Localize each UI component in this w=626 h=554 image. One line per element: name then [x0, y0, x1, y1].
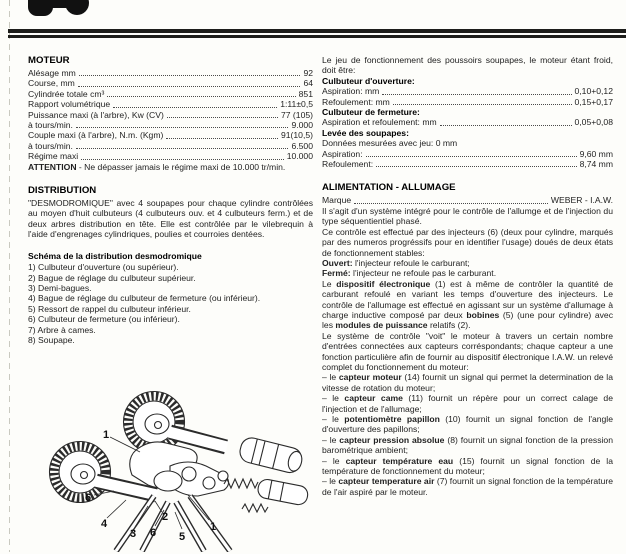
paragraph: [322, 206, 613, 227]
list-item: 4) Bague de réglage du culbuteur de fermeture (ou inférieur).: [28, 293, 261, 304]
spec-label: Couple maxi (à l'arbre), N.m. (Kgm): [28, 130, 164, 141]
leader-dots: [382, 94, 571, 95]
spec-row: [28, 120, 313, 130]
leader-dots: [78, 86, 301, 87]
logo-fragment-shape: [28, 0, 90, 18]
spec-value: 77 (105): [280, 109, 313, 120]
moteur-spec-list: [28, 68, 313, 162]
spec-label: Régime maxi: [28, 151, 79, 162]
bold-run: dispositif électronique: [336, 278, 431, 289]
text-run: – le: [322, 372, 339, 383]
spec-row: [28, 68, 313, 78]
list-item: 7) Arbre à cames.: [28, 324, 96, 335]
spec-value: 9,60 mm: [579, 148, 613, 159]
spec-row: [28, 110, 313, 120]
figure-callout-5: 5: [178, 531, 186, 543]
spec-value: 8,74 mm: [579, 159, 613, 170]
text-run: Données mesurées avec jeu: 0 mm: [322, 138, 458, 149]
spec-label: Marque: [322, 195, 352, 206]
spec-label: Cylindrée totale cm³: [28, 88, 105, 99]
leader-dots: [354, 203, 548, 204]
text-run: relatifs (2).: [427, 320, 471, 331]
scan-edge-line: [9, 0, 10, 552]
leader-dots: [107, 96, 295, 97]
spec-label: Rapport volumétrique: [28, 99, 111, 110]
paragraph: [322, 476, 613, 497]
spec-label: Refoulement:: [322, 159, 374, 170]
spec-value: 9.000: [291, 120, 313, 131]
bold-run: potentiomètre papillon: [344, 414, 440, 424]
text-run: (15) fournit un signal fonction de la température de fonctionnement du moteur;: [322, 455, 613, 477]
list-item: 2) Bague de réglage du culbuteur supérieur.: [28, 272, 196, 283]
attention-note: [28, 162, 313, 172]
text-run: (14) fournit un signal qui permet la determination de la vitesse de rotation du moteur;: [322, 372, 614, 393]
text-run: (8) fournit un signal fonction de la pression barométrique ambient;: [322, 434, 613, 456]
bold-run: capteur temperature air: [338, 476, 435, 487]
text-run: (10) fournit un signal fonction de l'angle d'ouverture des papillons;: [322, 414, 613, 435]
camshaft-end-upper-icon: [238, 436, 305, 475]
paragraph: [322, 456, 613, 477]
text-run: l'injecteur ne refoule pas le carburant.: [350, 268, 497, 279]
attention-text: - Ne dépasser jamais le régime maxi de 10.000 tr/min.: [76, 161, 286, 172]
text-run: (5) (une pour cylindre) avec les: [322, 309, 614, 331]
paragraph: [322, 138, 613, 148]
section-heading: ALIMENTATION - ALLUMAGE: [322, 182, 456, 194]
text-run: Il s'agit d'un système intégré pour le contrôle de l'allumge et de l'injection du type séquentientiel phasé.: [322, 205, 613, 227]
attention-label: ATTENTION: [28, 161, 77, 172]
paragraph: [322, 227, 613, 258]
leader-dots: [81, 159, 284, 160]
spec-row: [28, 130, 313, 140]
paragraph: [322, 393, 613, 414]
paragraph: [322, 279, 613, 331]
valve-spring-icon: [242, 504, 268, 512]
spec-row: [322, 195, 613, 205]
text-run: Ce contrôle est effectué par des injecteurs (6) (deux pour cylindre, marqués par des numeros progréssifs pour en identifier l'usage) doués de deux états de fonctionnement stables:: [322, 226, 613, 258]
spec-row: [28, 141, 313, 151]
spec-label: Course, mm: [28, 78, 75, 89]
bold-run: modules de puissance: [335, 320, 428, 331]
bold-run: bobines: [466, 309, 500, 320]
leader-dots: [440, 125, 572, 126]
leader-dots: [376, 166, 576, 167]
figure-callout-4: 4: [100, 518, 108, 530]
paragraph: [322, 331, 613, 373]
camshaft-end-lower-icon: [256, 478, 309, 506]
text-run: – le: [322, 393, 345, 404]
spec-value: 64: [303, 78, 313, 89]
spec-value: 6.500: [291, 140, 313, 151]
spec-label: à tours/min.: [28, 120, 73, 131]
leader-dots: [393, 104, 572, 105]
paragraph: [322, 258, 613, 268]
bold-run: Fermé:: [322, 268, 351, 279]
list-item: 5) Ressort de rappel du culbuteur inférieur.: [28, 303, 191, 314]
spec-row: [322, 149, 613, 159]
spec-label: à tours/min.: [28, 140, 73, 151]
paragraph: [322, 435, 613, 456]
paragraph: [322, 55, 613, 76]
spec-value: 0,05+0,08: [574, 117, 613, 128]
spec-label: Puissance maxi (à l'arbre), Kw (CV): [28, 109, 164, 120]
spec-row: [28, 151, 313, 161]
spec-row: [28, 99, 313, 109]
schema-heading: Schéma de la distribution desmodromique: [28, 250, 202, 261]
spec-label: Refoulement: mm: [322, 96, 390, 107]
spec-row: [322, 159, 613, 169]
text-run: – le: [322, 476, 339, 487]
text-run: (11) fournit un répère pour un correct calage de l'injection et de l'allumage;: [322, 393, 613, 414]
leader-dots: [366, 156, 577, 157]
text-run: (7) fournit un signal fonction de la température de l'air aspiré par le moteur.: [322, 476, 613, 497]
valve-train-drawing: [18, 388, 320, 552]
list-item: 1) Culbuteur d'ouverture (ou supérieur).: [28, 262, 179, 273]
bold-run: Ouvert:: [322, 257, 353, 268]
leader-dots: [79, 75, 301, 76]
section-heading-moteur: MOTEUR: [28, 55, 70, 66]
spec-row: [28, 78, 313, 88]
spec-label: Aspiration: mm: [322, 86, 380, 97]
left-column: [28, 55, 313, 345]
paragraph: [322, 414, 613, 435]
text-run: Le système de contrôle "voit" le moteur à travers un certain nombre d'entrées connectées aux capteurs corréspondants; chaque capteur a une fonction particulière afin de fournir au dispositif électronique I.A.W. un relevé complet du fonctionnement du moteur:: [322, 330, 613, 372]
spec-label: Alésage mm: [28, 68, 76, 78]
leader-dots: [113, 107, 277, 108]
text-run: Le jeu de fonctionnement des poussoirs soupapes, le moteur étant froid, doit être:: [322, 55, 613, 76]
text-run: – le: [322, 455, 346, 466]
leader-dots: [166, 138, 278, 139]
valve-spring-icon: [224, 479, 258, 488]
bold-run: capteur came: [344, 393, 403, 404]
spec-value: 91(10,5): [280, 130, 313, 141]
bold-run: capteur pression absolue: [339, 434, 445, 445]
bold-run: capteur moteur: [338, 372, 402, 383]
inline-heading: Culbuteur d'ouverture:: [322, 75, 415, 86]
spec-row: [322, 97, 613, 107]
text-run: – le: [322, 414, 345, 424]
spec-value: WEBER - I.A.W.: [550, 195, 613, 206]
page-header-logo-fragment: [28, 0, 90, 20]
list-item: 8) Soupape.: [28, 334, 75, 345]
figure-callout-6: 6: [84, 492, 92, 504]
spec-value: 851: [298, 88, 313, 99]
leader-dots: [167, 117, 278, 118]
figure-callout-6b: 6: [149, 527, 157, 539]
spec-value: 92: [303, 68, 313, 78]
spec-row: [322, 117, 613, 127]
spec-row: [322, 86, 613, 96]
figure-callout-1b: 1: [209, 521, 217, 533]
spec-label: Aspiration et refoulement: mm: [322, 117, 437, 128]
inline-heading: Levée des soupapes:: [322, 127, 409, 138]
spec-row: [28, 89, 313, 99]
leader-dots: [76, 148, 289, 149]
section-heading-distribution: DISTRIBUTION: [28, 185, 97, 197]
desmodromic-distribution-figure: [18, 388, 320, 554]
spec-value: 1:11±0,5: [280, 99, 313, 110]
right-column: [322, 55, 613, 497]
header-double-rule: [8, 29, 626, 38]
leader-dots: [76, 127, 289, 128]
text-run: – le: [322, 434, 340, 445]
spec-value: 0,10+0,12: [574, 86, 613, 97]
paragraph: [322, 268, 613, 278]
list-item: 3) Demi-bagues.: [28, 282, 92, 293]
text-run: Le: [322, 278, 337, 289]
figure-callout-2: 2: [161, 511, 169, 523]
distribution-paragraph: "DESMODROMIQUE" avec 4 soupapes pour chaque cylindre contrôlées au moyen d'huit culbuteurs (4 culbuteurs ouv. et 4 culbuteurs ferm.) et de deux arbres distribution en tête. Elle est contrôlée par le vilebrequin à l'aide d'engrenages cylindriques, poulies et courroies dentées.: [28, 198, 313, 240]
figure-callout-1: 1: [102, 429, 110, 441]
paragraph: [322, 372, 613, 393]
spec-label: Aspiration:: [322, 148, 363, 159]
spec-value: 0,15+0,17: [574, 96, 613, 107]
inline-heading: Culbuteur de fermeture:: [322, 107, 420, 118]
figure-callout-3: 3: [129, 528, 137, 540]
bold-run: capteur température eau: [345, 455, 454, 466]
list-item: 6) Culbuteur de fermeture (ou inférieur).: [28, 314, 180, 325]
spec-value: 10.000: [286, 151, 313, 162]
text-run: (1) est à même de contrôler la quantité de carburant refoulé en variant les temps d'ouverture des injecteurs. Le contrôle de l'allumage est effectué en agissant sur un système d'allumage à charge inductive composé par deux: [322, 278, 613, 320]
text-run: l'injecteur refoule le carburant;: [352, 257, 470, 268]
schema-legend-list: [28, 262, 313, 345]
